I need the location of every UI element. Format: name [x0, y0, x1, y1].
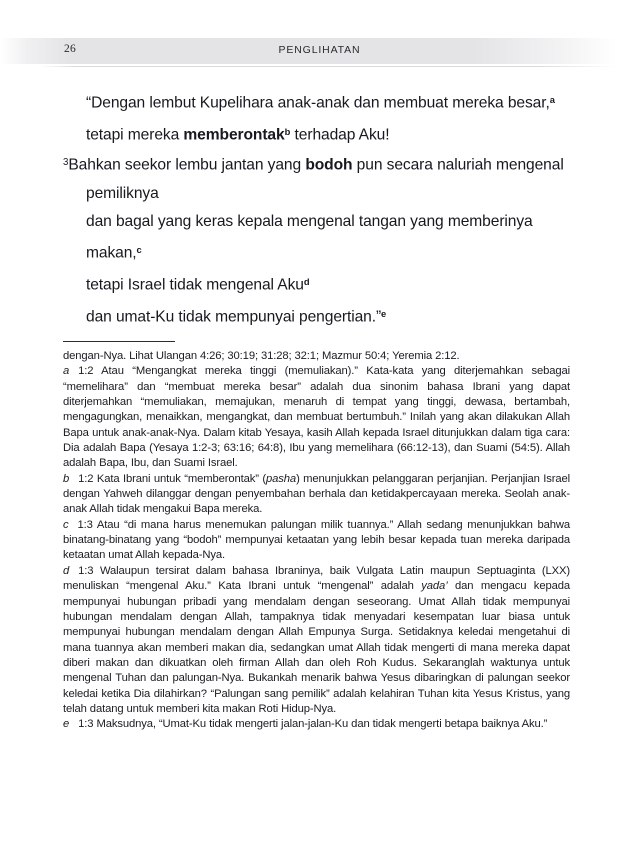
footnote-marker-a: a [63, 365, 70, 378]
footnote-marker-e: e [63, 718, 70, 731]
verse-line [63, 149, 583, 180]
footnote-marker-c: c [63, 518, 69, 531]
emphasis-word: memberontak [183, 126, 285, 144]
footnote-verse-ref: 1:3 [78, 718, 97, 731]
footnote-item-e [63, 717, 570, 732]
footnote-marker-b: b [63, 472, 70, 485]
footnote-reference-b[interactable]: b [284, 126, 291, 137]
emphasis-word: bodoh [305, 156, 353, 174]
verse-line [63, 236, 583, 268]
verse-text: makan, [86, 244, 137, 262]
verse-text: pemiliknya [86, 185, 159, 203]
verse-text: dan umat-Ku tidak mempunyai pengertian.” [86, 308, 382, 326]
footnote-verse-ref: 1:3 [77, 518, 97, 531]
footnote-separator-rule [63, 341, 175, 342]
verse-text: dan bagal yang keras kepala mengenal tangan yang memberinya [86, 213, 533, 231]
footnote-block [63, 349, 570, 733]
running-head [0, 38, 639, 64]
page-number: 26 [64, 43, 76, 55]
footnote-text: ) menunjukkan pelanggaran perjanjian. Perjanjian Israel dengan Yahweh dilanggar dengan penyembahan berhala dan ketidakpercayaan mereka. Seolah anak-anak Allah tidak mengakui Bapa mereka. [63, 472, 570, 516]
verse-line [63, 268, 583, 300]
verse-line [63, 180, 583, 208]
footnote-reference-c[interactable]: c [136, 245, 142, 256]
verse-text: “Dengan lembut Kupelihara anak-anak dan membuat mereka besar, [86, 94, 550, 112]
footnote-item-b [63, 472, 570, 518]
verse-text: tetapi Israel tidak mengenal Aku [86, 276, 304, 294]
footnote-item-a [63, 364, 570, 471]
footnote-hebrew-term: yada’ [421, 580, 448, 593]
verse-text: Bahkan seekor lembu jantan yang [68, 156, 306, 174]
footnote-item-c [63, 518, 570, 564]
footnote-text: Atau “Mengangkat mereka tinggi (memuliakan).” Kata-kata yang diterjemahkan sebagai “memelihara” dan “membuat mereka besar” adalah dua sinonim bahasa Ibrani yang dapat diterjemahkan “memuliakan, memajukan, menaruh di tempat yang tinggi, dewasa, bertambah, mengagungkan, menaikkan, mengangkat, dan membuat bertumbuh.” Inilah yang akan dilakukan Allah Bapa untuk anak-anak-Nya. Dalam kitab Yesaya, kasih Allah kepada Israel ditunjukkan dalam tiga cara: Dia adalah Bapa (Yesaya 1:2-3; 63:16; 64:8), Ibu yang memelihara (66:12-13), dan Suami (54:5). Allah adalah Bapa, Ibu, dan Suami Israel. [63, 365, 571, 470]
verse-text: pun secara naluriah mengenal [352, 156, 564, 174]
scripture-verse-block [63, 86, 583, 331]
verse-line [63, 208, 583, 236]
footnote-text: Maksudnya, “Umat-Ku tidak mengerti jalan-jalan-Ku dan tidak mengerti betapa baiknya Aku.” [96, 718, 548, 731]
footnote-reference-e[interactable]: e [381, 308, 387, 319]
footnote-continuation: dengan-Nya. Lihat Ulangan 4:26; 30:19; 31:28; 32:1; Mazmur 50:4; Yeremia 2:12. [63, 350, 460, 362]
footnote-reference-d[interactable]: d [303, 277, 310, 288]
verse-text: tetapi mereka [86, 126, 184, 144]
footnote-hebrew-term: pasha [266, 472, 297, 485]
footnote-reference-a[interactable]: a [549, 95, 555, 105]
footnote-text: Walaupun tersirat dalam bahasa Ibraninya, baik Vulgata Latin maupun Septuaginta (LXX) menuliskan “mengenal Aku.” Kata Ibrani untuk “mengenal” adalah [63, 564, 570, 593]
footnote-text: dan mengacu kepada mempunyai hubungan pribadi yang mendalam dengan seseorang. Umat Allah tidak mempunyai hubungan mendalam dengan Allah, tampaknya tidak menyadari kesempatan luar biasa untuk mempunyai hubungan mendalam dengan Allah Empunya Surga. Setidaknya keledai mengetahui di mana tuannya akan memberi makan dia, sedangkan umat Allah tidak mengerti di mana mereka dapat diberi makan dan dikuatkan oleh firman Allah dan oleh Roh Kudus. Sekaranglah waktunya untuk mengenal Tuhan dan palungan-Nya. Bukankah menarik bahwa Yesus dibaringkan di palungan seekor keledai ketika Dia dilahirkan? “Palungan sang pemilik” adalah kelahiran Tuhan kita Yesus Kristus, yang telah datang untuk memberi kita makan Roti Hidup-Nya. [63, 580, 570, 715]
footnote-verse-ref: 1:2 [78, 472, 97, 485]
footnote-item-d [63, 564, 570, 717]
footnote-text: Kata Ibrani untuk “memberontak” ( [96, 472, 267, 485]
verse-line [63, 86, 583, 118]
verse-text: terhadap Aku! [290, 126, 390, 144]
footnote-verse-ref: 1:2 [78, 365, 102, 378]
footnote-verse-ref: 1:3 [78, 564, 100, 577]
verse-line [63, 118, 583, 150]
verse-line [63, 300, 583, 332]
running-head-divider [40, 66, 617, 67]
footnote-text: Atau “di mana harus menemukan palungan milik tuannya.” Allah sedang menunjukkan bahwa binatang-binatang yang “bodoh” mempunyai ketaatan yang lebih besar kepada tuan mereka daripada ketaatan umat Allah kepada-Nya. [63, 518, 570, 562]
verse-number: 3 [63, 157, 69, 169]
running-head-title: PENGLIHATAN [278, 44, 361, 56]
footnote-marker-d: d [63, 564, 70, 577]
